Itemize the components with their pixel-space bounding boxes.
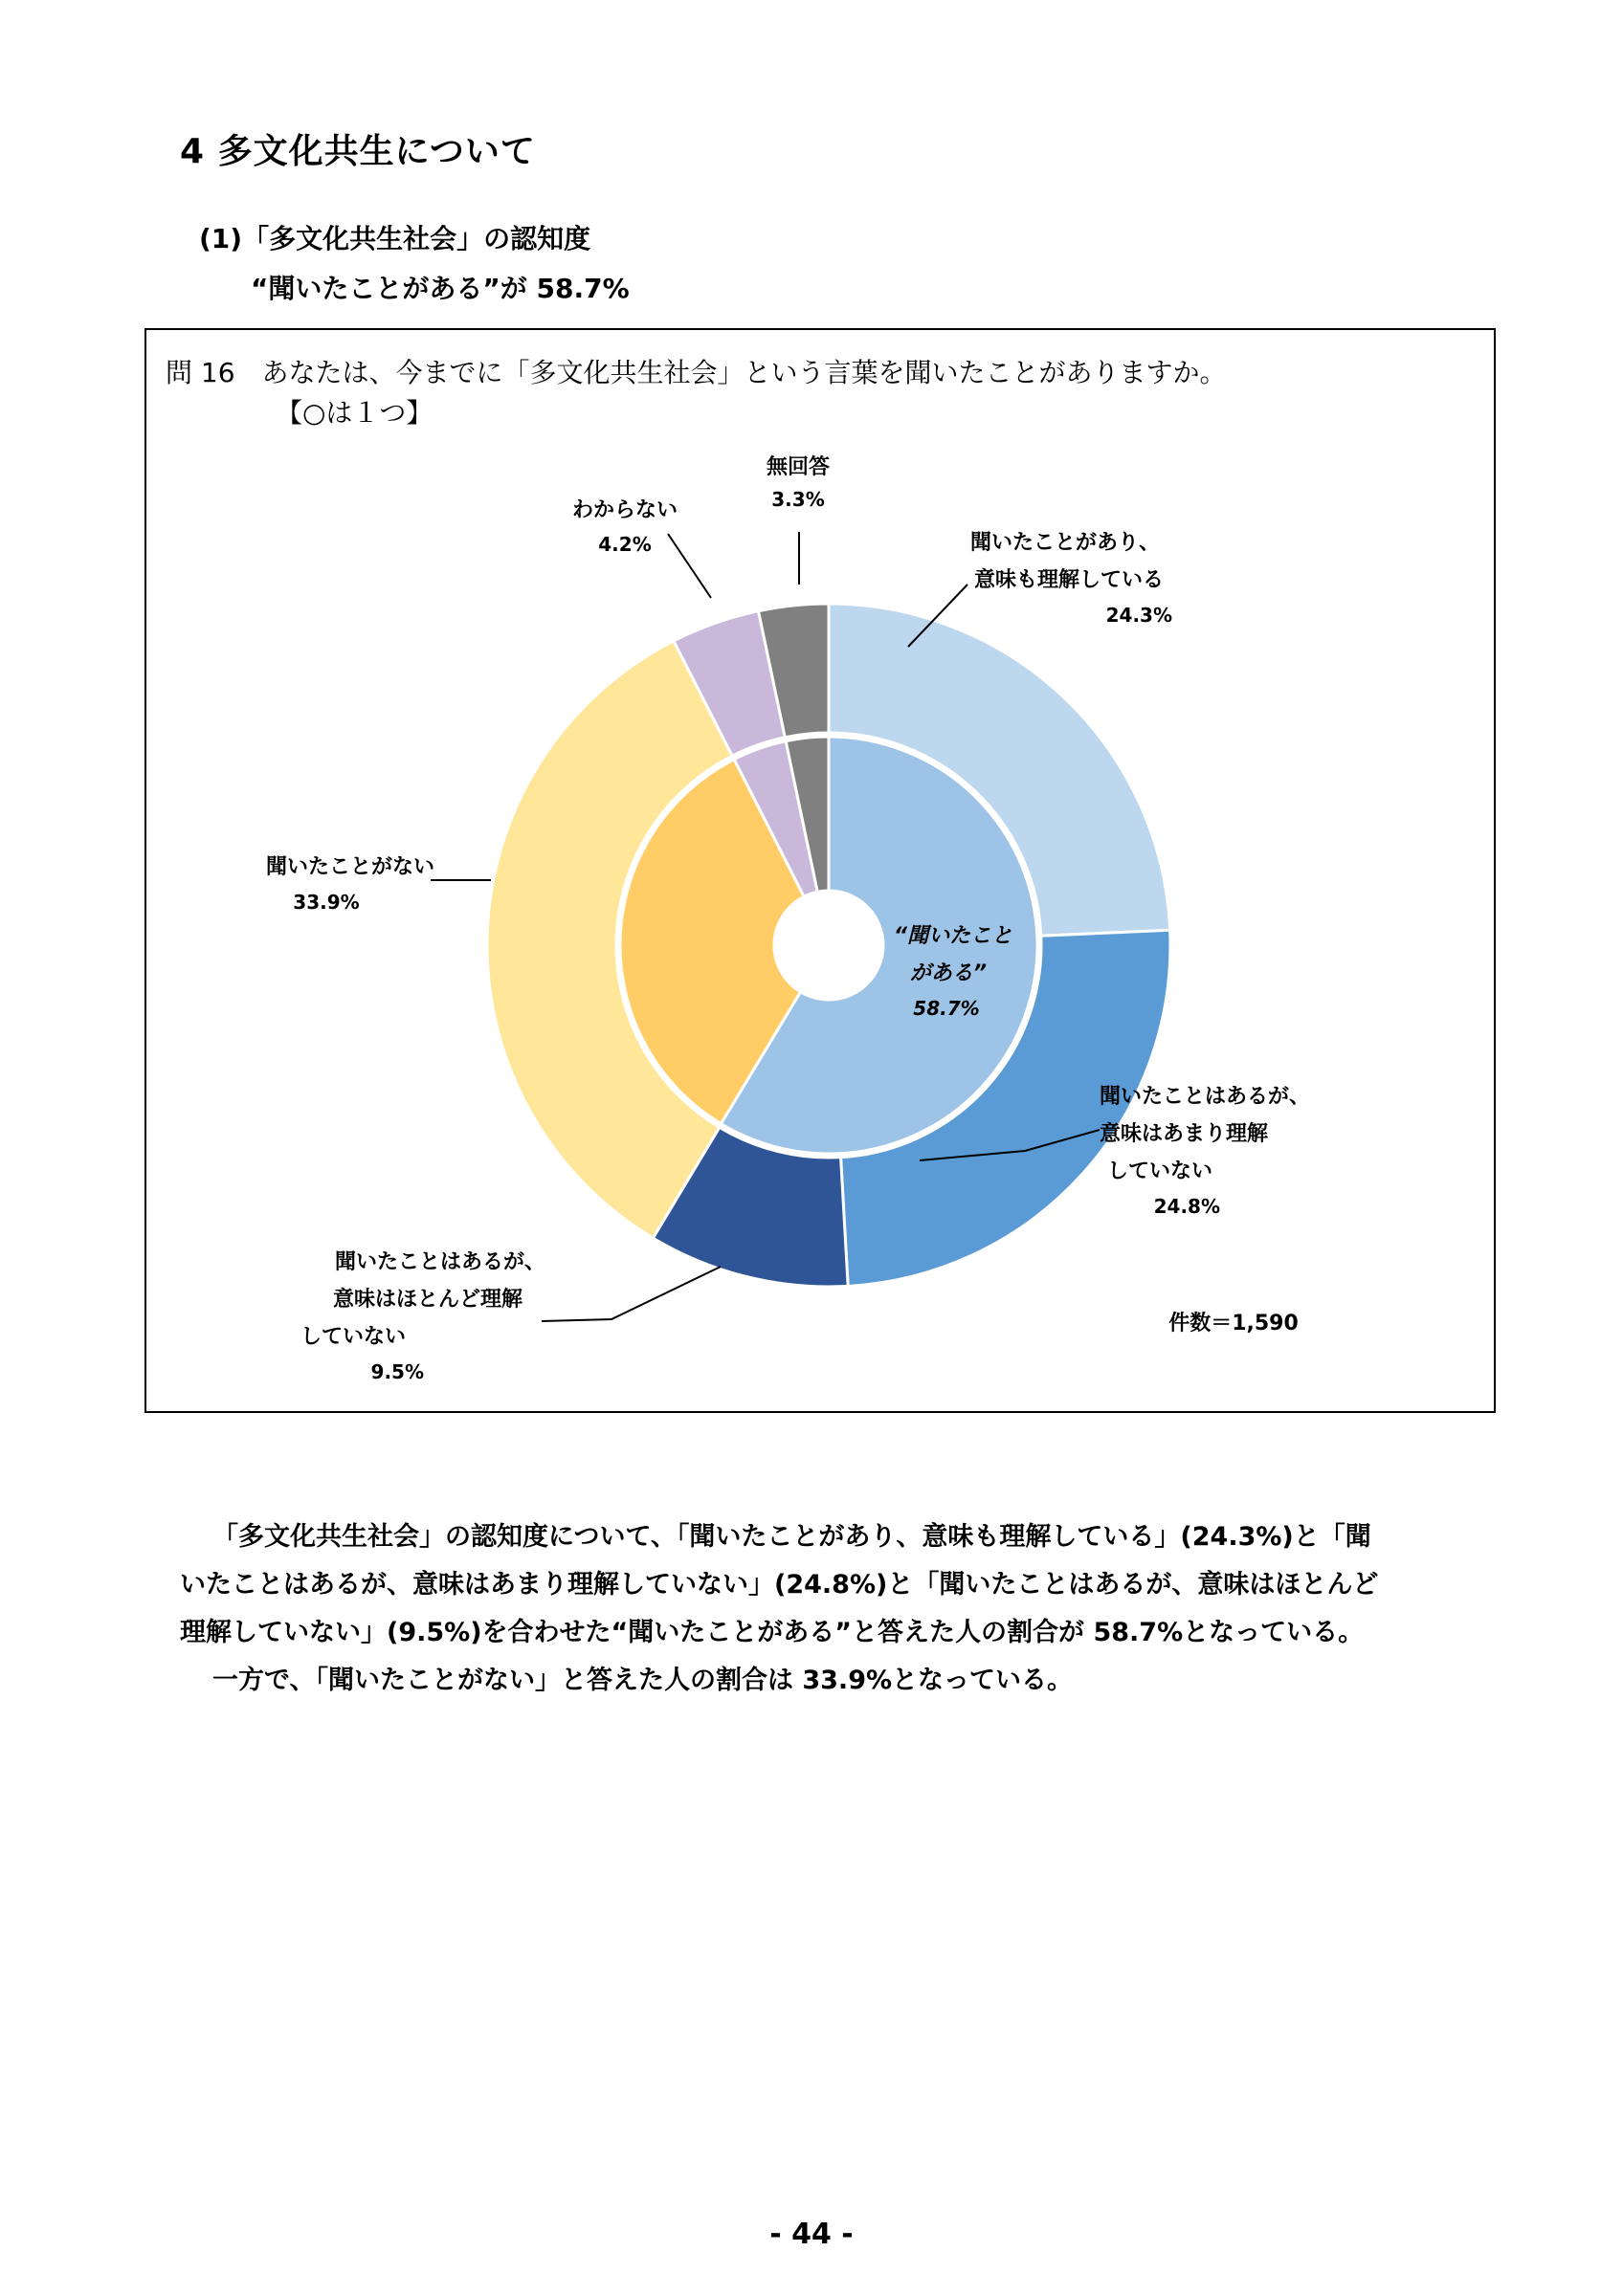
leader-hotondo <box>542 1267 721 1321</box>
body-paragraph-1-line-3: 理解していない」(9.5%)を合わせた“聞いたことがある”と答えた人の割合が 58.7%となっている。 <box>180 1618 1365 1647</box>
section-title: 4 多文化共生について <box>180 132 536 171</box>
label-amari-l1: 聞いたことはあるが、 <box>1099 1085 1311 1109</box>
center-label-l2: がある” <box>909 961 988 985</box>
label-wakaranai: わからない <box>571 498 678 522</box>
label-amari-l2: 意味はあまり理解 <box>1099 1122 1269 1146</box>
label-hotondo-l1: 聞いたことはあるが、 <box>334 1250 546 1274</box>
sub-heading: (1)「多文化共生社会」の認知度 <box>199 223 591 254</box>
label-nai-pct: 33.9% <box>293 891 360 914</box>
donut-chart <box>145 328 1496 1413</box>
body-paragraph-1-line-2: いたことはあるが、意味はあまり理解していない」(24.8%)と「聞いたことはあるが、意味はほとんど <box>180 1570 1379 1600</box>
label-amari-l3: していない <box>1106 1159 1213 1183</box>
label-wakaranai-pct: 4.2% <box>598 533 652 556</box>
outer-ring <box>487 604 1170 1287</box>
sample-count: 件数＝1,590 <box>1168 1312 1299 1336</box>
label-rikai-l1: 聞いたことがあり、 <box>969 531 1161 555</box>
question-text: 問 16 あなたは、今までに「多文化共生社会」という言葉を聞いたことがありますか。 <box>166 357 1227 388</box>
center-label-pct: 58.7% <box>913 997 980 1020</box>
label-mukaito-pct: 3.3% <box>771 488 825 511</box>
sub-highlight: “聞いたことがある”が 58.7% <box>251 273 630 304</box>
label-rikai-pct: 24.3% <box>1105 604 1172 627</box>
label-nai: 聞いたことがない <box>265 855 435 879</box>
label-hotondo-l3: していない <box>300 1325 407 1349</box>
label-hotondo-l2: 意味はほとんど理解 <box>332 1288 523 1312</box>
body-text <box>180 1513 1501 1705</box>
body-paragraph-1-line-1: 「多文化共生社会」の認知度について、「聞いたことがあり、意味も理解している」(24.3%)と「聞 <box>212 1522 1371 1552</box>
label-amari-pct: 24.8% <box>1153 1195 1220 1218</box>
leader-wakaranai <box>668 534 711 598</box>
question-instruction: 【○は１つ】 <box>276 397 434 429</box>
center-label-l1: “聞いたこと <box>893 924 1013 948</box>
page-number: - 44 - <box>769 2218 854 2251</box>
label-rikai-l2: 意味も理解している <box>973 568 1165 592</box>
body-paragraph-2: 一方で、「聞いたことがない」と答えた人の割合は 33.9%となっている。 <box>212 1666 1074 1695</box>
label-mukaito: 無回答 <box>766 455 831 479</box>
label-hotondo-pct: 9.5% <box>370 1360 424 1383</box>
